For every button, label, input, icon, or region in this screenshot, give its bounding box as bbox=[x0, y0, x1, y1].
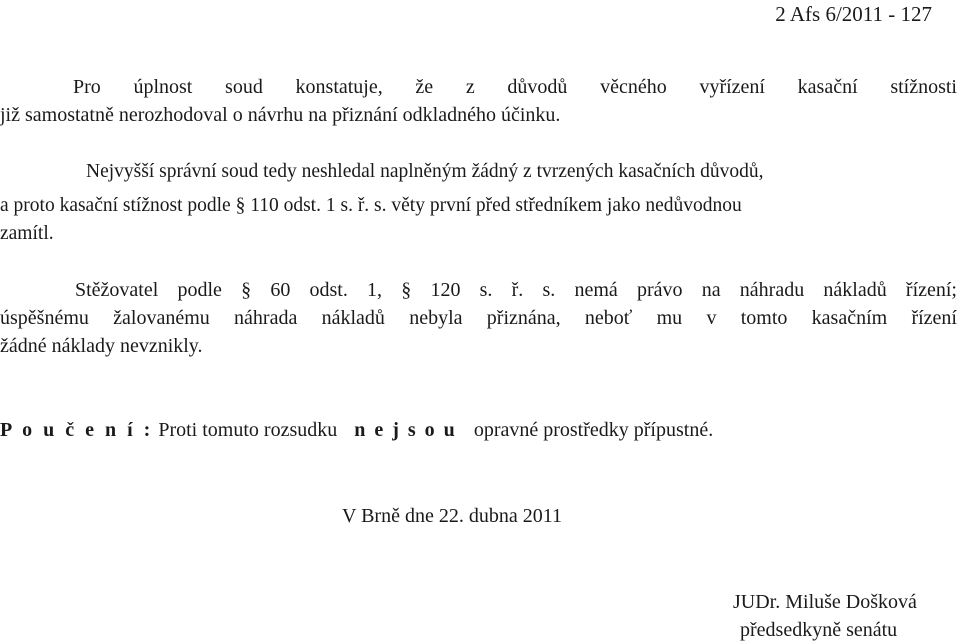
signature-title: předsedkyně senátu bbox=[740, 619, 898, 641]
instruction-text-after: opravné prostředky přípustné. bbox=[473, 419, 714, 441]
instruction bbox=[0, 418, 713, 442]
paragraph-1-line-2: již samostatně nerozhodoval o návrhu na přiznání odkladného účinku. bbox=[0, 104, 561, 126]
instruction-label: P o u č e n í : bbox=[0, 419, 154, 441]
case-number: 2 Afs 6/2011 - 127 bbox=[775, 2, 932, 26]
paragraph-1-line-1: Pro úplnost soud konstatuje, že z důvodů věcného vyřízení kasační stížnosti bbox=[73, 76, 957, 98]
signature-name: JUDr. Miluše Došková bbox=[733, 591, 917, 613]
paragraph-3-line-2: úspěšnému žalovanému náhrada nákladů nebyla přiznána, neboť mu v tomto kasačním řízení bbox=[0, 307, 957, 329]
paragraph-2-line-2: a proto kasační stížnost podle § 110 odst. 1 s. ř. s. věty první před středníkem jako nedůvodnou bbox=[0, 195, 742, 216]
paragraph-2-line-1: Nejvyšší správní soud tedy neshledal naplněným žádný z tvrzených kasačních důvodů, bbox=[86, 161, 764, 182]
instruction-text-before: Proti tomuto rozsudku bbox=[158, 419, 338, 441]
paragraph-3-line-3: žádné náklady nevznikly. bbox=[0, 335, 203, 357]
instruction-emphasis: n e j s o u bbox=[354, 419, 457, 441]
paragraph-3-line-1: Stěžovatel podle § 60 odst. 1, § 120 s. ř. s. nemá právo na náhradu nákladů řízení; bbox=[75, 279, 957, 301]
place-date: V Brně dne 22. dubna 2011 bbox=[342, 505, 562, 527]
paragraph-2-line-3: zamítl. bbox=[0, 223, 54, 244]
